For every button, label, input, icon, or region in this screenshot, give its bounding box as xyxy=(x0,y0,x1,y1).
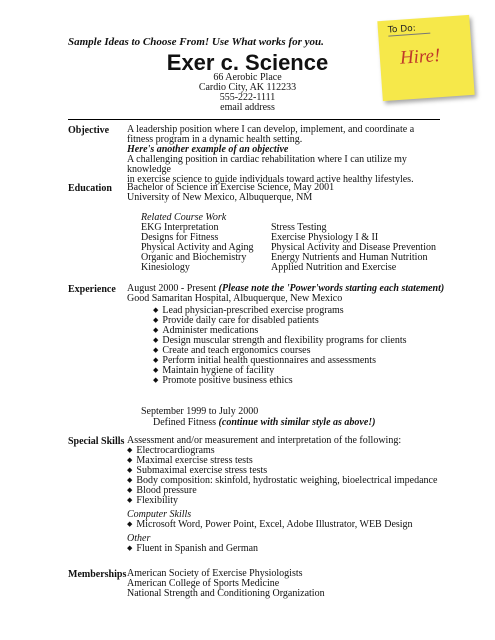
email: email address xyxy=(220,102,275,113)
education-heading: Education xyxy=(68,183,112,194)
course: EKG Interpretation xyxy=(141,222,219,233)
continue-note: (continue with similar style as above!) xyxy=(218,417,376,428)
bullet-item: ◆ Provide daily care for disabled patients xyxy=(153,316,407,326)
objective-body xyxy=(127,125,447,185)
objective-line: fitness program in a dynamic health setting. xyxy=(127,134,303,145)
course: Physical Activity and Aging xyxy=(141,242,254,253)
objective-heading: Objective xyxy=(68,125,110,136)
bullet-item: ◆ Create and teach ergonomics courses xyxy=(153,346,407,356)
job-dates: August 2000 - Present xyxy=(127,283,219,294)
bullet-item: ◆ Administer medications xyxy=(153,326,407,336)
sticky-note-hire: Hire! xyxy=(399,45,442,69)
job-dates: September 1999 to July 2000 xyxy=(141,406,259,417)
tagline: Sample Ideas to Choose From! Use What works for you. xyxy=(68,36,324,48)
objective-alt-label: Here's another example of an objective xyxy=(127,144,289,155)
bullet-item: ◆ Promote positive business ethics xyxy=(153,376,407,386)
bullet-item: ◆ Body composition: skinfold, hydrostatic weighing, bioelectrical impedance xyxy=(127,476,457,486)
bullet-item: ◆ Flexibility xyxy=(127,496,457,506)
objective-line: in exercise science to guide individuals toward active healthy lifestyles. xyxy=(127,174,414,185)
course: Applied Nutrition and Exercise xyxy=(271,262,397,273)
coursework-left xyxy=(141,223,254,273)
objective-line: A challenging position in cardiac rehabilitation where I can utilize my knowledge xyxy=(127,154,407,175)
course: Energy Nutrients and Human Nutrition xyxy=(271,252,428,263)
bullet-item: ◆ Electrocardiograms xyxy=(127,446,457,456)
memberships-body xyxy=(127,569,447,599)
experience-body xyxy=(127,284,457,304)
membership-item: American Society of Exercise Physiologists xyxy=(127,568,303,579)
contact-block xyxy=(0,73,495,113)
objective-line: A leadership position where I can develop, implement, and coordinate a xyxy=(127,124,415,135)
bullet-item: ◆ Perform initial health questionnaires and assessments xyxy=(153,356,407,366)
bullet-item: ◆ Fluent in Spanish and German xyxy=(127,544,457,554)
bullet-item: ◆ Lead physician-prescribed exercise programs xyxy=(153,306,407,316)
experience-second-job xyxy=(141,406,376,428)
power-words-note: (Please note the 'Power'words starting each statement) xyxy=(218,283,445,294)
divider xyxy=(68,119,440,120)
coursework-title: Related Course Work xyxy=(141,212,227,223)
bullet-item: ◆ Microsoft Word, Power Point, Excel, Adobe Illustrator, WEB Design xyxy=(127,520,457,530)
course: Stress Testing xyxy=(271,222,327,233)
computer-skills-title: Computer Skills xyxy=(127,509,192,520)
skills-body xyxy=(127,436,457,554)
bullet-item: ◆ Design muscular strength and flexibility programs for clients xyxy=(153,336,407,346)
sticky-note-todo: To Do: xyxy=(388,23,430,37)
course: Physical Activity and Disease Prevention xyxy=(271,242,436,253)
membership-item: American College of Sports Medicine xyxy=(127,578,280,589)
education-body xyxy=(127,183,447,203)
bullet-item: ◆ Maintain hygiene of facility xyxy=(153,366,407,376)
other-title: Other xyxy=(127,533,151,544)
degree: Bachelor of Science in Exercise Science, May 2001 xyxy=(127,182,335,193)
bullet-item: ◆ Submaximal exercise stress tests xyxy=(127,466,457,476)
employer: Good Samaritan Hospital, Albuquerque, New Mexico xyxy=(127,293,343,304)
resume-name: Exer c. Science xyxy=(166,50,329,75)
address-line-2: Cardio City, AK 112233 xyxy=(198,82,297,93)
experience-bullets xyxy=(153,306,407,386)
course: Designs for Fitness xyxy=(141,232,219,243)
school: University of New Mexico, Albuquerque, NM xyxy=(127,192,313,203)
address-line-1: 66 Aerobic Place xyxy=(213,72,282,83)
course: Organic and Biochemistry xyxy=(141,252,247,263)
phone: 555-222-1111 xyxy=(219,92,276,103)
skills-heading: Special Skills xyxy=(68,436,125,447)
memberships-heading: Memberships xyxy=(68,569,127,580)
bullet-item: ◆ Blood pressure xyxy=(127,486,457,496)
skills-intro: Assessment and/or measurement and interpretation of the following: xyxy=(127,435,402,446)
course: Exercise Physiology I & II xyxy=(271,232,379,243)
course: Kinesiology xyxy=(141,262,190,273)
membership-item: National Strength and Conditioning Organization xyxy=(127,588,325,599)
employer: Defined Fitness xyxy=(153,417,219,428)
coursework-right xyxy=(271,223,436,273)
bullet-item: ◆ Maximal exercise stress tests xyxy=(127,456,457,466)
experience-heading: Experience xyxy=(68,284,116,295)
